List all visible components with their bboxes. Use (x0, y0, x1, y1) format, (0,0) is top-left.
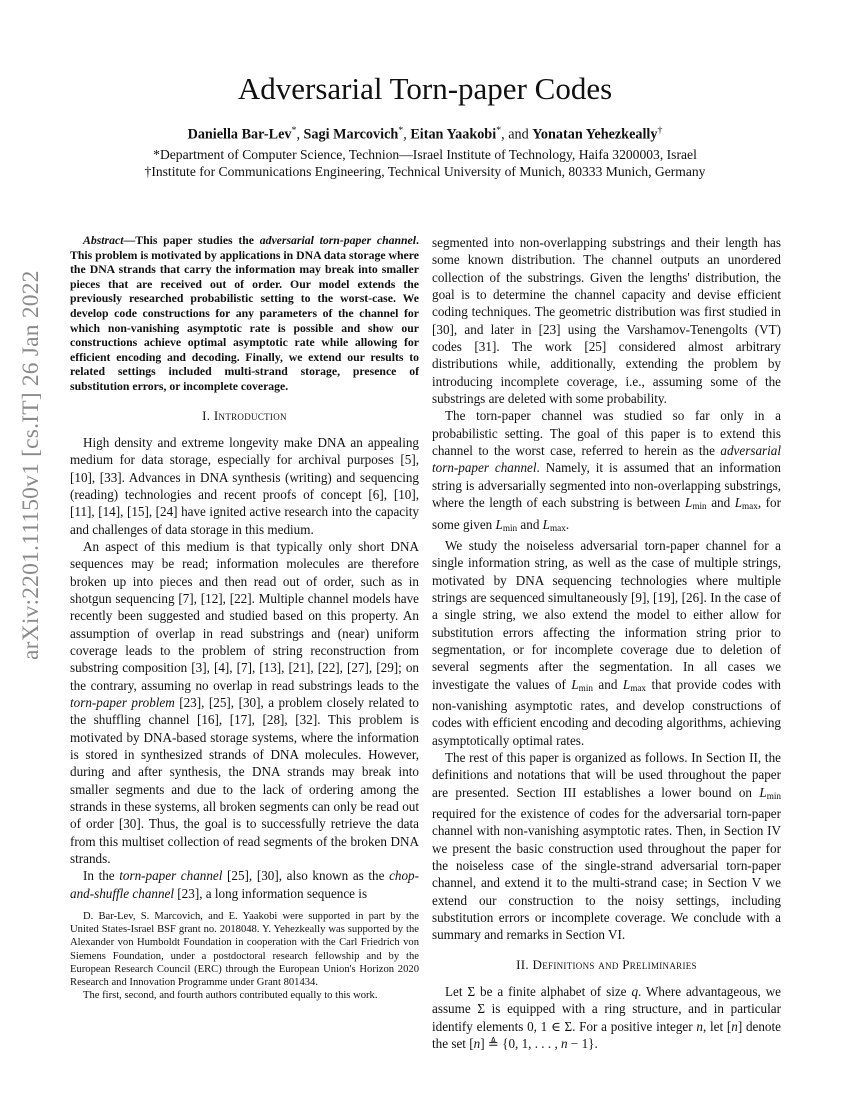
footnote-funding: D. Bar-Lev, S. Marcovich, and E. Yaakobi were supported in part by the United States-Israel BSF grant no. 2018048. Y. Yehezkeally was supported by the Alexander von Humboldt Foundation in cooperation with the Carl Friedrich von Siemens Foundation, under a postdoctoral research fellowship and by the European Research Council (ERC) through the European Union's Horizon 2020 Research and Innovation Programme under Grant 801434. (70, 911, 419, 989)
author-1: Daniella Bar-Lev (187, 126, 292, 143)
intro-paragraph-2: An aspect of this medium is that typically only short DNA sequences may be read; information molecules are therefore broken up into pieces and then read out of order, such as in shotgun sequencing [7], [12], [22]. Multiple channel models have recently been suggested and studied based on this property. An assumption of overlap in read substrings and (near) uniform coverage leads to the problem of string reconstruction from substring composition [3], [4], [7], [13], [21], [22], [27], [29]; on the contrary, assuming no overlap in read substrings leads to the torn-paper problem [23], [25], [30], a problem closely related to the shuffling channel [16], [17], [28], [32]. This problem is motivated by DNA-based storage systems, where the information is stored in synthesized strands of DNA molecules. However, during and after synthesis, the DNA strands may break into smaller segments and due to the lack of ordering among the strands in these systems, all broken segments can only be read out of order [30]. Thus, the goal is to successfully retrieve the data from this multiset collection of read segments of the broken DNA strands. (70, 538, 419, 867)
author-2: Sagi Marcovich (303, 126, 399, 143)
affiliation-2: †Institute for Communications Engineering, Technical University of Munich, 80333 Munich, Germany (144, 164, 706, 179)
footnote (70, 910, 419, 1002)
math-l-min: $L_{min}$ (759, 784, 781, 801)
section-heading-introduction: I. Introduction (202, 407, 287, 423)
paper-title: Adversarial Torn-paper Codes (237, 71, 613, 106)
right-paragraph-3: We study the noiseless adversarial torn-paper channel for a single information string, as well as the case of multiple strings, motivated by DNA sequencing technologies where multiple strings are sequenced simultaneously [9], [19], [26]. In the case of a single string, we also extend the model to either allow for substitution errors affecting the information string prior to segmentation, or for incomplete coverage due to deletion of several segments after the segmentation. In all cases we investigate the values of $L_{min}$ and $L_{max}$ that provide codes with non-vanishing asymptotic rates, and develop constructions of codes with efficient encoding and decoding algorithms, achieving asymptotically optimal rates. (432, 537, 781, 748)
intro-paragraph-1: High density and extreme longevity make DNA an appealing medium for data storage, especially for archival purposes [5], [10], [33]. Advances in DNA synthesis (writing) and sequencing (reading) technologies and recent proofs of concept [6], [10], [11], [14], [15], [24] have ignited active research into the capacity and challenges of data storage in this medium. (70, 434, 419, 537)
definitions-paragraph-1: Let Σ be a finite alphabet of size q. Where advantageous, we assume Σ is equipped with a ring structure, and in particular identify elements 0, 1 ∈ Σ. For a positive integer n, let [n] denote the set [n] ≜ {0, 1, . . . , n − 1}. (432, 984, 782, 1052)
author-list: Daniella Bar-Lev*, Sagi Marcovich*, Eitan Yaakobi*, and Yonatan Yehezkeally† (187, 125, 663, 143)
footnote-equal-contribution: The first, second, and fourth authors contributed equally to this work. (83, 990, 378, 1002)
left-column (70, 234, 419, 902)
right-column (432, 234, 781, 1052)
math-l-min: $L_{min}$ (495, 516, 518, 533)
math-l-min: $L_{min}$ (571, 676, 593, 693)
math-l-max: $L_{max}$ (622, 676, 647, 693)
right-paragraph-2: The torn-paper channel was studied so far only in a probabilistic setting. The goal of this paper is to extend this channel to the worst case, referred to herein as the adversarial torn-paper channel. Namely, it is assumed that an information string is adversarially segmented into non-overlapping substrings, where the length of each substring is between $L_{min}$ and $L_{max}$, for some given $L_{min}$ and $L_{max}$. (432, 408, 781, 533)
intro-paragraph-3: In the torn-paper channel [25], [30], also known as the chop-and-shuffle channel [23], a long information sequence is (70, 868, 419, 901)
section-heading-definitions: II. Definitions and Preliminaries (516, 956, 697, 972)
math-l-max: $L_{max}$ (734, 495, 758, 512)
author-4: Yonatan Yehezkeally (532, 126, 658, 143)
right-paragraph-4: The rest of this paper is organized as follows. In Section II, the definitions and notations that will be used throughout the paper are presented. Section III establishes a lower bound on $L_{min}$ required for the existence of codes for the adversarial torn-paper channel with non-vanishing asymptotic rates. Then, in Section IV we present the basic construction used throughout the paper for the noiseless case of the single-strand adversarial torn-paper channel, and extend it to the multi-strand case; in Section V we extend our construction to the noisy settings, including substitution errors or incomplete coverage. We conclude with a summary and remarks in Section VI. (432, 749, 781, 943)
right-paragraph-1: segmented into non-overlapping substrings and their length has some known distribution. The channel outputs an unordered collection of the substrings. Given the lengths' distribution, the goal is to determine the channel capacity and devise efficient coding techniques. The geometric distribution was first studied in [30], and later in [23] using the Varshamov-Tenengolts (VT) codes [31]. The work [25] considered almost arbitrary distributions while, additionally, extending the problem by introducing incomplete coverage, i.e., assuming some of the substrings are deleted with some probability. (432, 235, 781, 407)
author-3: Eitan Yaakobi (410, 126, 497, 143)
math-l-max: $L_{max}$ (542, 516, 566, 533)
abstract: Abstract—This paper studies the adversarial torn-paper channel. This problem is motivated by applications in DNA data storage where the DNA strands that carry the information may break into smaller pieces that are received out of order. Our model extends the previously researched probabilistic setting to the worst-case. We develop code constructions for any parameters of the channel for which non-vanishing asymptotic rate is possible and show our constructions achieve optimal asymptotic rate while allowing for efficient encoding and decoding. Finally, we extend our results to related settings included multi-strand storage, presence of substitution errors, or incomplete coverage. (70, 234, 419, 393)
math-l-min: $L_{min}$ (685, 495, 707, 512)
arxiv-identifier: arXiv:2201.11150v1 [cs.IT] 26 Jan 2022 (18, 270, 44, 660)
affiliation-1: *Department of Computer Science, Technion—Israel Institute of Technology, Haifa 3200003, Israel (153, 147, 697, 162)
